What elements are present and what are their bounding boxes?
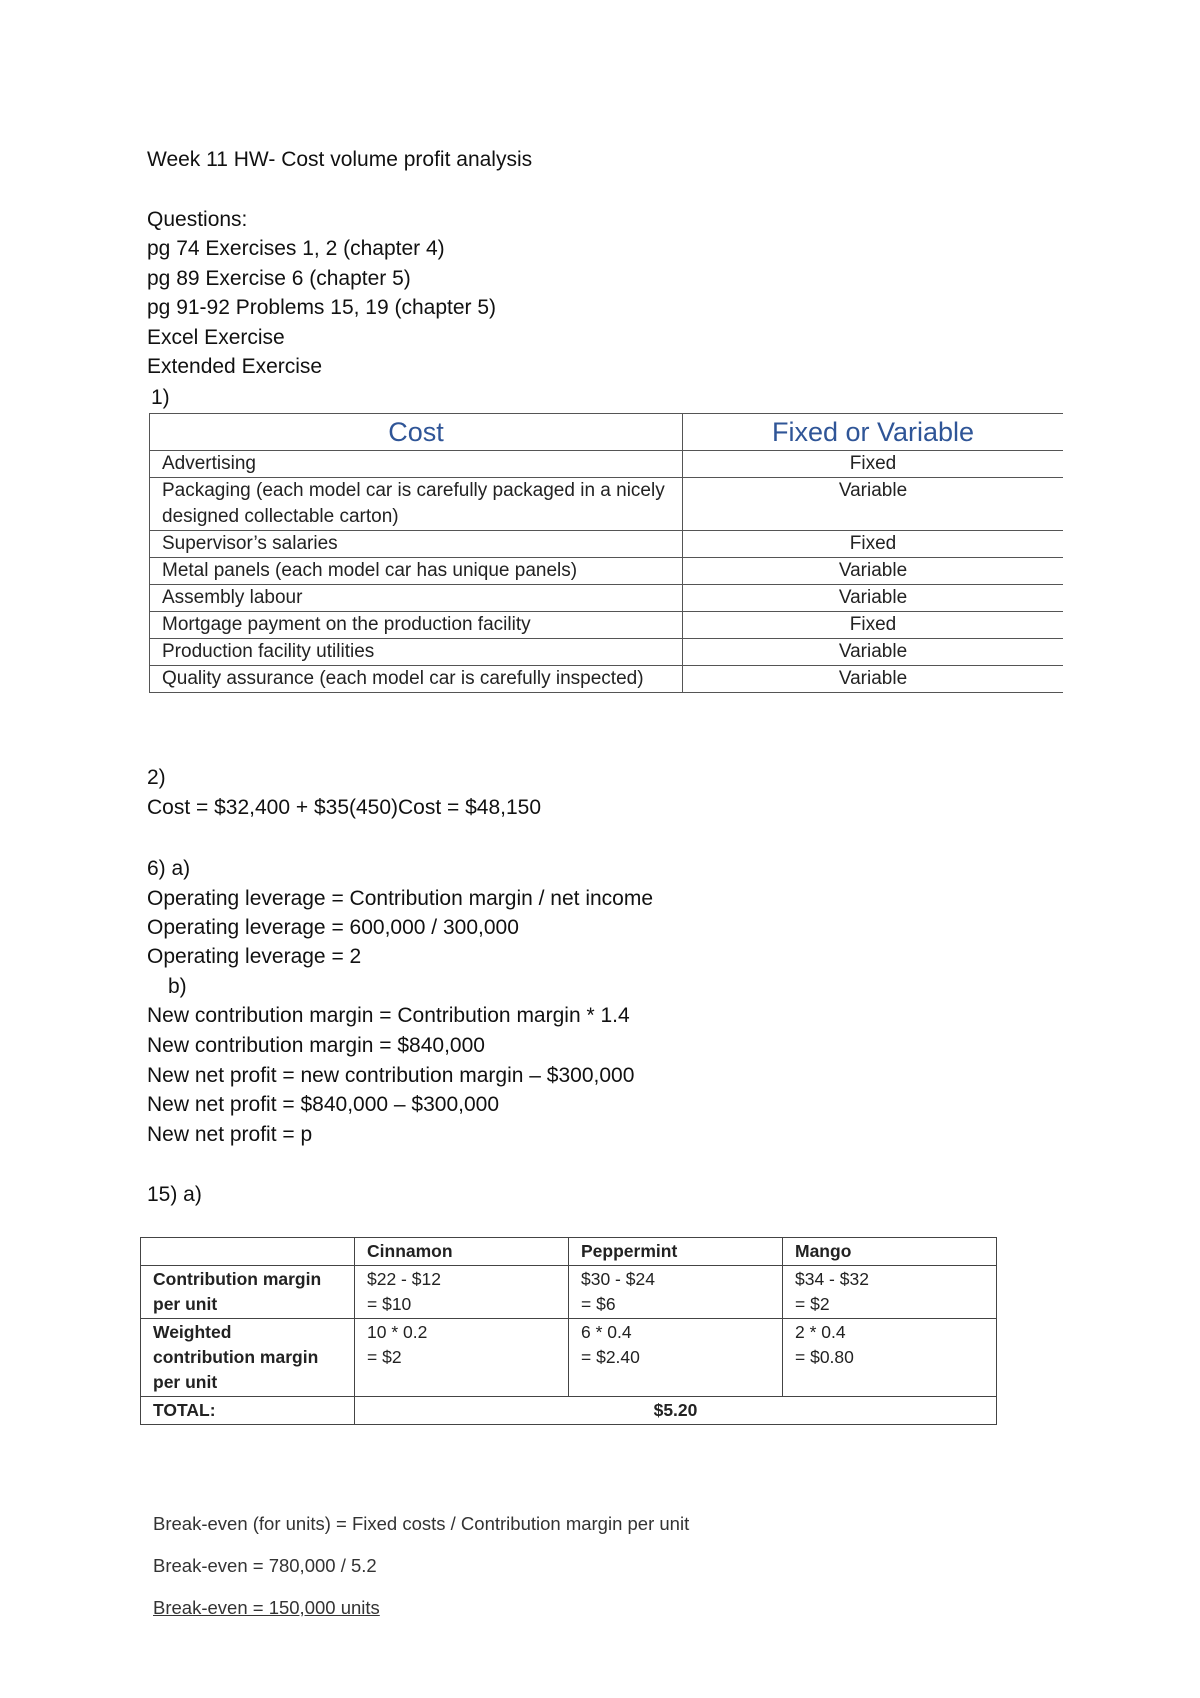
table-row (141, 1266, 997, 1319)
column-header-mango: Mango (783, 1238, 997, 1266)
cost-cell: Assembly labour (150, 585, 683, 612)
cell-line: $30 - $24 (581, 1269, 655, 1289)
question-line: Excel Exercise (147, 326, 285, 349)
q6-b-line: New contribution margin = $840,000 (147, 1034, 485, 1057)
q15-label: 15) a) (147, 1183, 202, 1206)
table-cell (783, 1319, 997, 1397)
total-label: TOTAL: (141, 1397, 355, 1425)
column-header-blank (141, 1238, 355, 1266)
question-line: Extended Exercise (147, 355, 323, 378)
cell-line: = $2.40 (581, 1347, 640, 1367)
q6-b-line: New contribution margin = Contribution margin * 1.4 (147, 1004, 630, 1027)
cell-line: = $6 (581, 1294, 616, 1314)
column-header-cinnamon: Cinnamon (355, 1238, 569, 1266)
type-cell: Variable (683, 478, 1064, 531)
row-label-line: per unit (153, 1372, 218, 1392)
table-row (150, 478, 1064, 531)
table-row (150, 451, 1064, 478)
row-label (141, 1319, 355, 1397)
q6-b-line: New net profit = new contribution margin – $300,000 (147, 1064, 635, 1087)
cell-line: $34 - $32 (795, 1269, 869, 1289)
contribution-margin-table (140, 1237, 997, 1425)
table-cell (355, 1266, 569, 1319)
cost-classification-table (149, 413, 1063, 693)
row-label-line: contribution margin (153, 1347, 319, 1367)
q6-a-line: Operating leverage = Contribution margin / net income (147, 887, 654, 910)
table-cell (355, 1319, 569, 1397)
cost-cell: Supervisor’s salaries (150, 531, 683, 558)
q1-label: 1) (151, 386, 170, 409)
q2-formula: Cost = $32,400 + $35(450)Cost = $48,150 (147, 796, 542, 819)
table-row (150, 639, 1064, 666)
breakeven-result: Break-even = 150,000 units (153, 1597, 380, 1618)
table-row (150, 612, 1064, 639)
column-header-peppermint: Peppermint (569, 1238, 783, 1266)
table-cell (569, 1266, 783, 1319)
cell-line: = $10 (367, 1294, 412, 1314)
document-title: Week 11 HW- Cost volume profit analysis (147, 148, 533, 171)
question-line: pg 74 Exercises 1, 2 (chapter 4) (147, 237, 445, 260)
q6-b-line: New net profit = p (147, 1123, 313, 1146)
type-cell: Variable (683, 585, 1064, 612)
cell-line: 6 * 0.4 (581, 1322, 632, 1342)
cost-cell: Packaging (each model car is carefully packaged in a nicely designed collectable carton) (150, 478, 683, 531)
total-value: $5.20 (355, 1397, 997, 1425)
table-header-row (141, 1238, 997, 1266)
row-label-line: Weighted (153, 1322, 232, 1342)
cost-cell: Advertising (150, 451, 683, 478)
type-cell: Variable (683, 639, 1064, 666)
cell-line: 2 * 0.4 (795, 1322, 846, 1342)
cell-line: = $0.80 (795, 1347, 854, 1367)
cost-cell: Mortgage payment on the production facility (150, 612, 683, 639)
column-header-type: Fixed or Variable (683, 414, 1064, 451)
q6-label: 6) a) (147, 857, 191, 880)
question-line: pg 91-92 Problems 15, 19 (chapter 5) (147, 296, 497, 319)
cell-line: = $2 (795, 1294, 830, 1314)
cell-line: 10 * 0.2 (367, 1322, 428, 1342)
questions-label: Questions: (147, 208, 248, 231)
column-header-cost: Cost (150, 414, 683, 451)
q6-b-line: New net profit = $840,000 – $300,000 (147, 1093, 500, 1116)
q6-a-line: Operating leverage = 600,000 / 300,000 (147, 916, 519, 939)
cost-cell: Quality assurance (each model car is carefully inspected) (150, 666, 683, 693)
type-cell: Variable (683, 558, 1064, 585)
question-line: pg 89 Exercise 6 (chapter 5) (147, 267, 411, 290)
type-cell: Fixed (683, 451, 1064, 478)
breakeven-line: Break-even (for units) = Fixed costs / Contribution margin per unit (153, 1513, 690, 1534)
cell-line: $22 - $12 (367, 1269, 441, 1289)
q6-b-label: b) (168, 975, 187, 998)
table-row (141, 1319, 997, 1397)
table-row (150, 666, 1064, 693)
table-cell (569, 1319, 783, 1397)
table-header-row (150, 414, 1064, 451)
type-cell: Variable (683, 666, 1064, 693)
table-row (150, 531, 1064, 558)
row-label (141, 1266, 355, 1319)
breakeven-line: Break-even = 780,000 / 5.2 (153, 1555, 377, 1576)
q2-label: 2) (147, 766, 166, 789)
table-row (150, 585, 1064, 612)
type-cell: Fixed (683, 531, 1064, 558)
table-row (150, 558, 1064, 585)
cost-cell: Production facility utilities (150, 639, 683, 666)
row-label-line: Contribution margin (153, 1269, 322, 1289)
type-cell: Fixed (683, 612, 1064, 639)
total-row (141, 1397, 997, 1425)
row-label-line: per unit (153, 1294, 218, 1314)
table-cell (783, 1266, 997, 1319)
cost-cell: Metal panels (each model car has unique panels) (150, 558, 683, 585)
cell-line: = $2 (367, 1347, 402, 1367)
q6-a-line: Operating leverage = 2 (147, 945, 362, 968)
